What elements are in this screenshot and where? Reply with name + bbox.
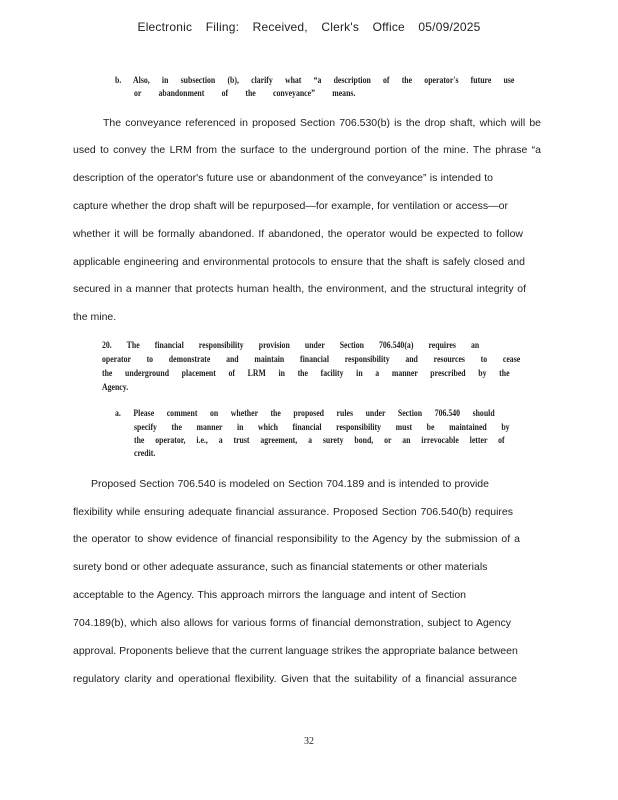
paragraph-line: The conveyance referenced in proposed Section 706.530(b) is the drop shaft, which will be (103, 117, 541, 129)
question-b (115, 75, 514, 87)
paragraph-line: surety bond or other adequate assurance, such as financial statements or other materials (73, 561, 488, 573)
question-a-line: a. Please comment on whether the proposed rules under Section 706.540 should (115, 409, 495, 419)
question-a (115, 408, 509, 420)
question-20 (102, 340, 521, 394)
paragraph-line: secured in a manner that protects human health, the environment, and the structural integrity of (73, 283, 526, 295)
paragraph-line: approval. Proponents believe that the current language strikes the appropriate balance between (73, 645, 518, 657)
paragraph-line: used to convey the LRM from the surface to the underground portion of the mine. The phrase “a (73, 144, 541, 156)
question-20-line: Agency. (102, 383, 129, 393)
paragraph-line: Proposed Section 706.540 is modeled on Section 704.189 and is intended to provide (91, 478, 489, 490)
paragraph-line: whether it will be formally abandoned. If abandoned, the operator would be expected to follow (73, 228, 523, 240)
question-b-line: or abandonment of the conveyance” means. (134, 89, 356, 99)
paragraph-line: acceptable to the Agency. This approach mirrors the language and intent of Section (73, 589, 466, 601)
question-a-line: credit. (134, 449, 156, 459)
question-20-line: the underground placement of LRM in the facility in a manner prescribed by the (102, 369, 510, 379)
paragraph-line: applicable engineering and environmental protocols to ensure that the shaft is safely closed and (73, 256, 525, 268)
question-20-line: 20. The financial responsibility provision under Section 706.540(a) requires an (102, 341, 480, 351)
page-number: 32 (304, 736, 314, 747)
question-b-line: b. Also, in subsection (b), clarify what “a description of the operator's future use (115, 76, 515, 86)
question-a-line: the operator, i.e., a trust agreement, a surety bond, or an irrevocable letter of (134, 436, 505, 446)
question-b-cont (134, 88, 355, 100)
paragraph-line: capture whether the drop shaft will be repurposed—for example, for ventilation or access—or (73, 200, 508, 212)
paragraph-line: the mine. (73, 311, 117, 323)
filing-header: Electronic Filing: Received, Clerk's Office 05/09/2025 (137, 20, 481, 34)
paragraph-line: description of the operator's future use or abandonment of the conveyance” is intended to (73, 172, 493, 184)
question-a-line: specify the manner in which financial responsibility must be maintained by (134, 423, 510, 433)
question-20-line: operator to demonstrate and maintain financial responsibility and resources to cease (102, 355, 521, 365)
question-a-cont (134, 422, 511, 460)
paragraph-line: the operator to show evidence of financial responsibility to the Agency by the submission of a (73, 533, 520, 545)
paragraph-line: flexibility while ensuring adequate financial assurance. Proposed Section 706.540(b) requires (73, 506, 513, 518)
paragraph-line: regulatory clarity and operational flexibility. Given that the suitability of a financial assurance (73, 673, 517, 685)
paragraph-line: 704.189(b), which also allows for various forms of financial demonstration, subject to Agency (73, 617, 511, 629)
